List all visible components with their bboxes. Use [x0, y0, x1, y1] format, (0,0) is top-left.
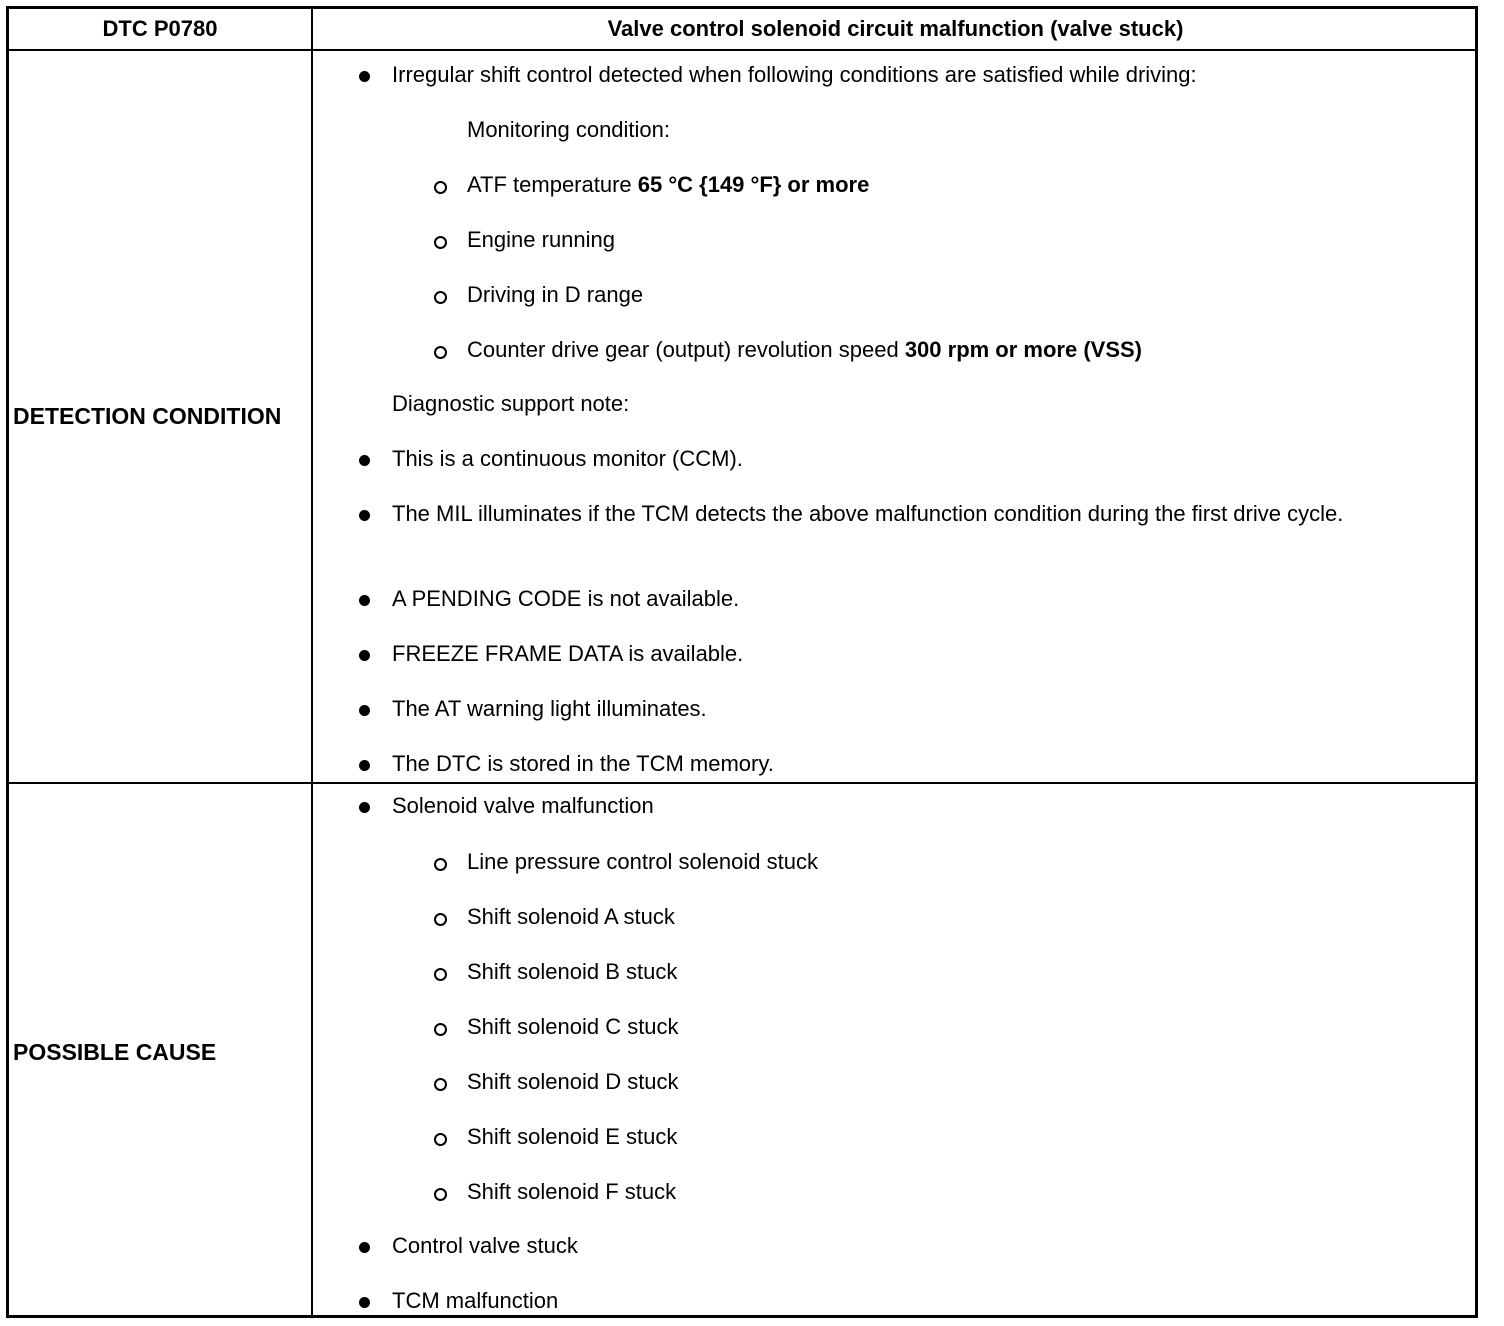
cause-solenoid-heading: Solenoid valve malfunction [392, 793, 654, 818]
dtc-title: Valve control solenoid circuit malfunction (valve stuck) [607, 16, 1184, 41]
counter-value: 300 rpm or more (VSS) [904, 337, 1142, 362]
solenoid-item: Shift solenoid E stuck [467, 1124, 678, 1149]
row-divider [9, 782, 1475, 784]
solenoid-item: Shift solenoid C stuck [467, 1014, 679, 1039]
bullet-icon [359, 650, 370, 661]
bullet-icon [359, 802, 370, 813]
circle-bullet-icon [434, 1133, 447, 1146]
support-note: FREEZE FRAME DATA is available. [392, 641, 744, 666]
bullet-icon [359, 1297, 370, 1308]
circle-bullet-icon [434, 1188, 447, 1201]
bullet-icon [359, 705, 370, 716]
circle-bullet-icon [434, 1023, 447, 1036]
support-note: The DTC is stored in the TCM memory. [392, 751, 774, 776]
circle-bullet-icon [434, 346, 447, 359]
support-note: This is a continuous monitor (CCM). [392, 446, 743, 471]
bullet-icon [359, 455, 370, 466]
bullet-icon [359, 1242, 370, 1253]
counter-prefix: Counter drive gear (output) revolution speed [467, 337, 905, 362]
solenoid-item: Line pressure control solenoid stuck [467, 849, 818, 874]
solenoid-item: Shift solenoid B stuck [467, 959, 678, 984]
support-note: A PENDING CODE is not available. [392, 586, 740, 611]
dtc-table [6, 6, 1478, 1318]
possible-cause-label: POSSIBLE CAUSE [13, 1039, 217, 1065]
circle-bullet-icon [434, 236, 447, 249]
support-heading: Diagnostic support note: [392, 391, 630, 416]
detection-intro: Irregular shift control detected when following conditions are satisfied while driving: [392, 62, 1197, 87]
dtc-code: DTC P0780 [102, 16, 218, 41]
circle-bullet-icon [434, 181, 447, 194]
circle-bullet-icon [434, 291, 447, 304]
monitoring-item-engine: Engine running [467, 227, 616, 252]
support-note: The MIL illuminates if the TCM detects the above malfunction condition during the first drive cycle. [392, 501, 1344, 526]
circle-bullet-icon [434, 858, 447, 871]
support-note: The AT warning light illuminates. [392, 696, 707, 721]
monitoring-item-driving: Driving in D range [467, 282, 644, 307]
circle-bullet-icon [434, 913, 447, 926]
header-divider [9, 49, 1475, 51]
circle-bullet-icon [434, 1078, 447, 1091]
cause-control-valve: Control valve stuck [392, 1233, 578, 1258]
monitoring-heading: Monitoring condition: [467, 117, 671, 142]
monitoring-item-counter [467, 335, 1142, 365]
bullet-icon [359, 71, 370, 82]
bullet-icon [359, 760, 370, 771]
monitoring-item-atf [467, 170, 869, 200]
atf-value: 65 °C {149 °F} or more [637, 172, 870, 197]
solenoid-item: Shift solenoid A stuck [467, 904, 675, 929]
cause-tcm: TCM malfunction [392, 1288, 559, 1313]
bullet-icon [359, 510, 370, 521]
solenoid-item: Shift solenoid D stuck [467, 1069, 679, 1094]
bullet-icon [359, 595, 370, 606]
circle-bullet-icon [434, 968, 447, 981]
atf-prefix: ATF temperature [467, 172, 638, 197]
detection-condition-label: DETECTION CONDITION [13, 403, 282, 429]
solenoid-item: Shift solenoid F stuck [467, 1179, 677, 1204]
column-divider [311, 9, 313, 1315]
